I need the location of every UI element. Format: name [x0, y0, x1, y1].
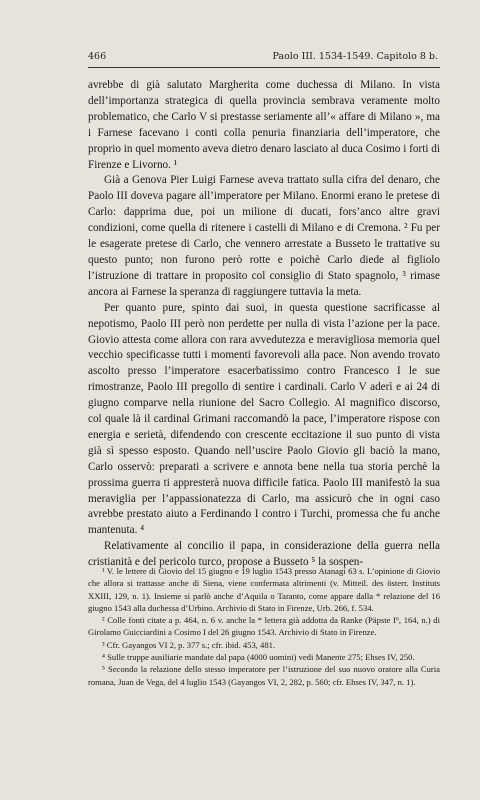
running-header [88, 51, 438, 62]
footnote: ⁵ Secondo la relazione dello stesso imperatore per l’istruzione del suo nuovo oratore alla Curia romana, Juan de Vega, del 4 luglio 1543 (Gayangos VI, 2, 282, p. 560; cfr. Ehses IV, 347, n. 1). [88, 664, 440, 687]
paragraph: Già a Genova Pier Luigi Farnese aveva trattato sulla cifra del denaro, che Paolo III doveva pagare all’imperatore per Milano. Enormi erano le pretese di Carlo: dapprima due, poi un milione di ducati, fors’anco altre gravi condizioni, come quella di ritenere i castelli di Milano e di Cremona. ² Fu per le esagerate pretese di Carlo, che vennero arrestate a Busseto le trattative su questo punto; non furono però rotte e poichè Carlo diede al figliolo l’istruzione di trattare in proposito col consiglio di Stato spagnolo, ³ rimase ancora ai Farnese la speranza di raggiungere tuttavia la meta. [88, 174, 440, 298]
running-title: Paolo III. 1534-1549. Capitolo 8 b. [272, 51, 438, 62]
footnotes [88, 565, 440, 688]
footnote: ¹ V. le lettere di Giovio del 15 giugno e 19 luglio 1543 presso Atanagi 63 s. L’opinione di Giovio che allora si trattasse anche di Siena, viene confermata altrimenti (v. Mitteil. des österr. Instituts XXIII, 129, n. 1). Insieme si parlò anche d’Aquila o Taranto, come appare dalla * relazione del 16 giugno 1543 alla duchessa d’Urbino. Archivio di Stato in Firenze, Urb. 266, f. 534. [88, 566, 440, 613]
footnote: ⁴ Sulle truppe ausiliarie mandate dal papa (4000 uomini) vedi Manente 275; Ehses IV, 250. [102, 652, 415, 663]
paragraph: Per quanto pure, spinto dai suoi, in questa questione sacrificasse al nepotismo, Paolo III però non perdette per nulla di vista l’azione per la pace. Giovio attesta come allora con rara avvedutezza e meravigliosa memoria quel vecchio specificasse tutti i momenti favorevoli alla pace. Non avendo trovato ascolto presso l’imperatore esacerbatissimo contro Francesco I le sue rimostranze, Paolo III pregollo di sentire i cardinali. Carlo V aderì e ai 24 di giugno comparve nella riunione del Sacro Collegio. Al magnifico discorso, col quale là il cardinal Grimani raccomandò la pace, l’imperatore rispose con energia e serietà, difendendo con crescente eccitazione il suo punto di vista già sì spesso esposto. Quando nell’uscire Paolo Giovio gli baciò la mano, Carlo osservò: preparati a scrivere e annota bene nella tua storia perchè la prossima guerra ti appresterà nuova difficile fatica. Paolo III manifestò la sua meraviglia per l’appassionatezza di Carlo, ma assicurò che in ogni caso avrebbe prestato aiuto a Ferdinando I contro i Turchi, promessa che fu anche mantenuta. ⁴ [88, 301, 440, 537]
footnote: ² Colle fonti citate a p. 464, n. 6 v. anche la * lettera già addotta da Ranke (Päpste I⁶, 164, n.) di Girolamo Guicciardini a Cosimo I del 26 giugno 1543. Archivio di Stato in Firenze. [88, 615, 440, 638]
footnote: ³ Cfr. Gayangos VI 2, p. 377 s.; cfr. ibid. 453, 481. [102, 639, 276, 650]
paragraph: avrebbe di già salutato Margherita come duchessa di Milano. In vista dell’importanza strategica di quella provincia sembrava veramente molto problematico, che Carlo V si prestasse seriamente all’« affare di Milano », ma i Farnese facevano i conti colla penuria finanziaria dell’imperatore, che proprio in quel momento aveva dietro denaro lasciato al duca Cosimo i forti di Firenze e Livorno. ¹ [88, 79, 440, 171]
paragraph: Relativamente al concilio il papa, in considerazione della guerra nella cristianità e del pericolo turco, propose a Busseto ⁵ la sospen- [88, 540, 440, 569]
header-rule [88, 67, 440, 68]
page-number: 466 [88, 51, 107, 62]
main-text [88, 78, 440, 571]
